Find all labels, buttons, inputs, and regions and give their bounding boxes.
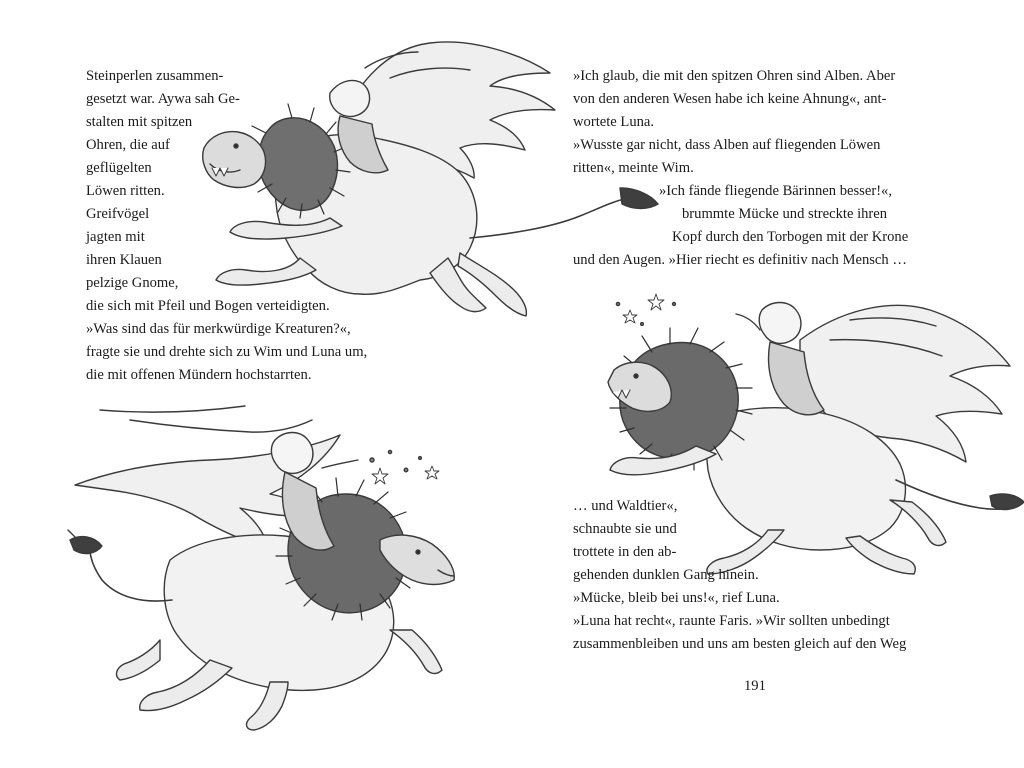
right-line-4: »Wusste gar nicht, dass Alben auf fliegenden Löwen [573,137,881,153]
left-line-13: fragte sie und drehte sich zu Wim und Luna um, [86,344,368,360]
left-line-12: »Was sind das für merkwürdige Kreaturen?«, [86,321,351,337]
left-line-11: die sich mit Pfeil und Bogen verteidigten. [86,298,330,314]
left-line-9: ihren Klauen [86,252,162,268]
left-line-1: Steinperlen zusammen- [86,68,224,84]
right-line-5: ritten«, meinte Wim. [573,160,694,176]
left-line-4: Ohren, die auf [86,137,170,153]
right-line-14: »Mücke, bleib bei uns!«, rief Luna. [573,590,780,606]
left-line-14: die mit offenen Mündern hochstarrten. [86,367,312,383]
right-line-12: trottete in den ab- [573,544,677,560]
right-line-7: brummte Mücke und streckte ihren [682,206,888,222]
right-line-10: … und Waldtier«, [573,498,678,514]
right-line-11: schnaubte sie und [573,521,677,537]
right-line-6: »Ich fände fliegende Bärinnen besser!«, [659,183,892,199]
left-line-6: Löwen ritten. [86,183,165,199]
right-line-2: von den anderen Wesen habe ich keine Ahnung«, ant- [573,91,887,107]
left-line-3: stalten mit spitzen [86,114,193,130]
right-line-15: »Luna hat recht«, raunte Faris. »Wir sollten unbedingt [573,613,890,629]
right-page-text [512,0,1024,768]
left-line-7: Greifvögel [86,206,150,222]
right-line-8: Kopf durch den Torbogen mit der Krone [672,229,909,245]
right-line-9: und den Augen. »Hier riecht es definitiv nach Mensch … [573,252,907,268]
right-line-16: zusammenbleiben und uns am besten gleich auf den Weg [573,636,907,652]
left-line-10: pelzige Gnome, [86,275,179,291]
right-line-13: gehenden dunklen Gang hinein. [573,567,759,583]
right-line-1: »Ich glaub, die mit den spitzen Ohren sind Alben. Aber [573,68,896,84]
left-line-2: gesetzt war. Aywa sah Ge- [86,91,240,107]
left-line-5: geflügelten [86,160,152,176]
right-line-3: wortete Luna. [573,114,655,130]
page-number: 191 [744,678,766,694]
left-line-8: jagten mit [86,229,145,245]
